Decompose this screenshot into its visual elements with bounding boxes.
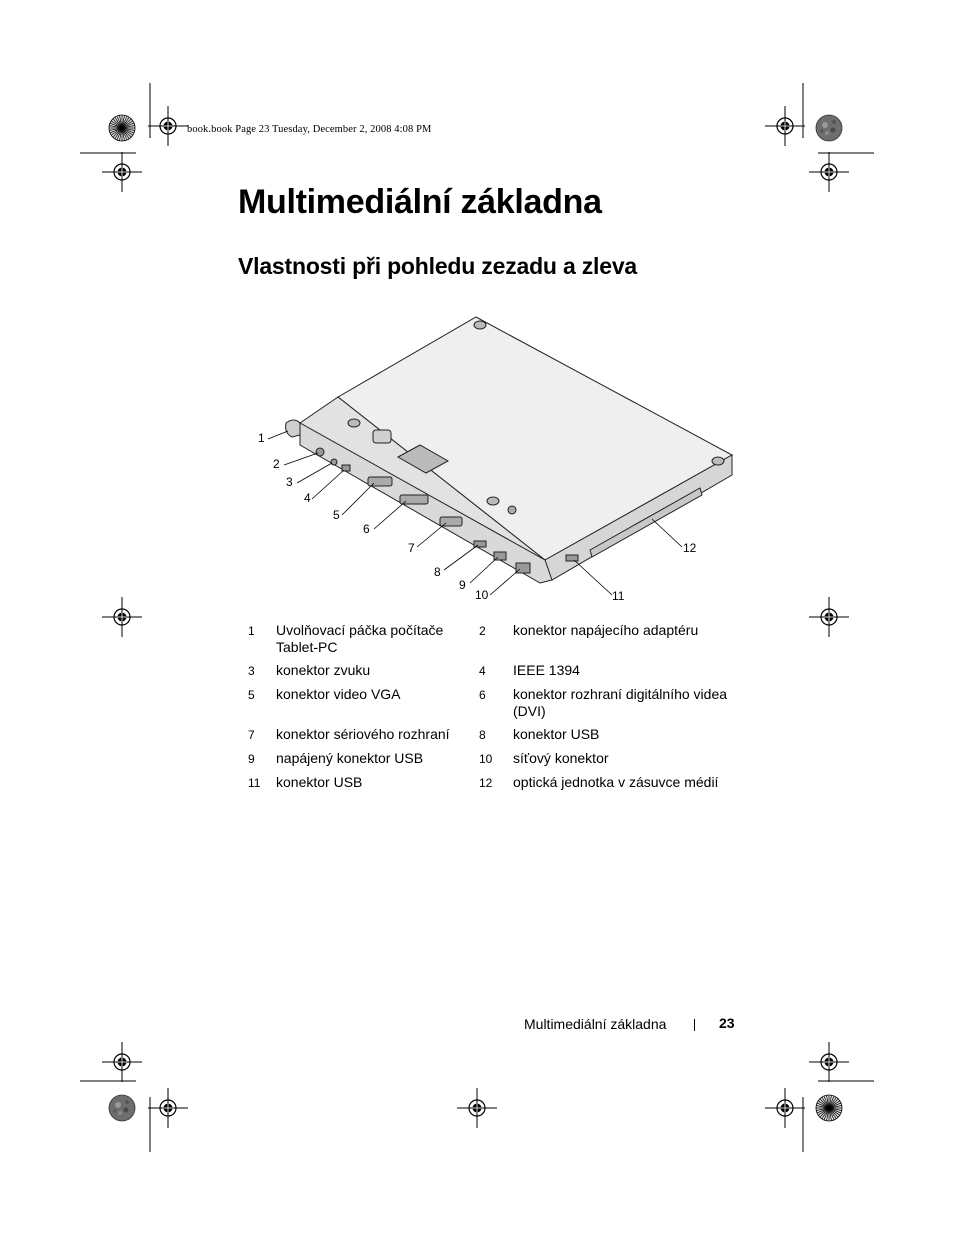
usb-port-8 — [474, 541, 486, 547]
legend-number: 7 — [248, 728, 255, 742]
legend-number: 2 — [479, 624, 486, 638]
legend-row — [240, 774, 740, 792]
network-port — [516, 563, 530, 573]
callout-6: 6 — [363, 522, 370, 536]
legend-description: optická jednotka v zásuvce médií — [513, 774, 719, 790]
latch-top — [474, 321, 486, 329]
usb-port-11 — [566, 555, 578, 561]
ieee1394-port — [342, 465, 350, 471]
legend-description: konektor video VGA — [276, 686, 401, 702]
legend-description: Uvolňovací páčka počítače Tablet-PC — [276, 622, 444, 655]
legend-description: napájený konektor USB — [276, 750, 424, 766]
media-base-illustration — [240, 305, 740, 615]
legend-number: 9 — [248, 752, 255, 766]
audio-port — [331, 459, 337, 465]
footer-separator — [694, 1019, 695, 1031]
legend-row — [240, 622, 740, 656]
legend-description: konektor USB — [513, 726, 600, 742]
legend-description: IEEE 1394 — [513, 662, 580, 678]
legend-row — [240, 750, 740, 768]
power-port — [316, 448, 324, 456]
callout-12: 12 — [683, 541, 697, 555]
legend-description: konektor napájecího adaptéru — [513, 622, 699, 638]
footer-chapter-title: Multimediální základna — [524, 1016, 667, 1032]
legend-description: konektor rozhraní digitálního videa (DVI) — [513, 686, 728, 719]
latch-mid — [487, 497, 499, 505]
latch-right — [712, 457, 724, 465]
legend-description: konektor zvuku — [276, 662, 371, 678]
legend-description: síťový konektor — [513, 750, 609, 766]
alignment-block — [373, 430, 391, 443]
print-slug: book.book Page 23 Tuesday, December 2, 2008 4:08 PM — [187, 124, 432, 135]
vga-port — [368, 477, 392, 486]
callout-11: 11 — [612, 589, 625, 603]
section-heading: Vlastnosti při pohledu zezadu a zleva — [238, 253, 638, 279]
latch-left — [348, 419, 360, 427]
legend-number: 1 — [248, 624, 255, 638]
callout-8: 8 — [434, 565, 441, 579]
legend-number: 11 — [248, 776, 261, 790]
legend-number: 4 — [479, 664, 486, 678]
legend-number: 6 — [479, 688, 486, 702]
callout-3: 3 — [286, 475, 293, 489]
legend-row — [240, 726, 740, 744]
callout-legend — [240, 622, 740, 798]
legend-row — [240, 686, 740, 720]
legend-number: 8 — [479, 728, 486, 742]
page-number: 23 — [719, 1015, 735, 1031]
callout-7: 7 — [408, 541, 415, 555]
callout-2: 2 — [273, 457, 280, 471]
page-title: Multimediální základna — [238, 183, 602, 221]
legend-number: 10 — [479, 752, 493, 766]
top-surface — [338, 317, 732, 560]
legend-number: 12 — [479, 776, 493, 790]
callout-10: 10 — [475, 588, 489, 602]
peg — [508, 506, 516, 514]
legend-description: konektor USB — [276, 774, 363, 790]
callout-1: 1 — [258, 431, 265, 445]
legend-number: 3 — [248, 664, 255, 678]
legend-row — [240, 662, 740, 680]
callout-9: 9 — [459, 578, 466, 592]
legend-number: 5 — [248, 688, 255, 702]
callout-4: 4 — [304, 491, 311, 505]
release-lever — [286, 420, 300, 437]
serial-port — [440, 517, 462, 526]
legend-description: konektor sériového rozhraní — [276, 726, 450, 742]
callout-5: 5 — [333, 508, 340, 522]
